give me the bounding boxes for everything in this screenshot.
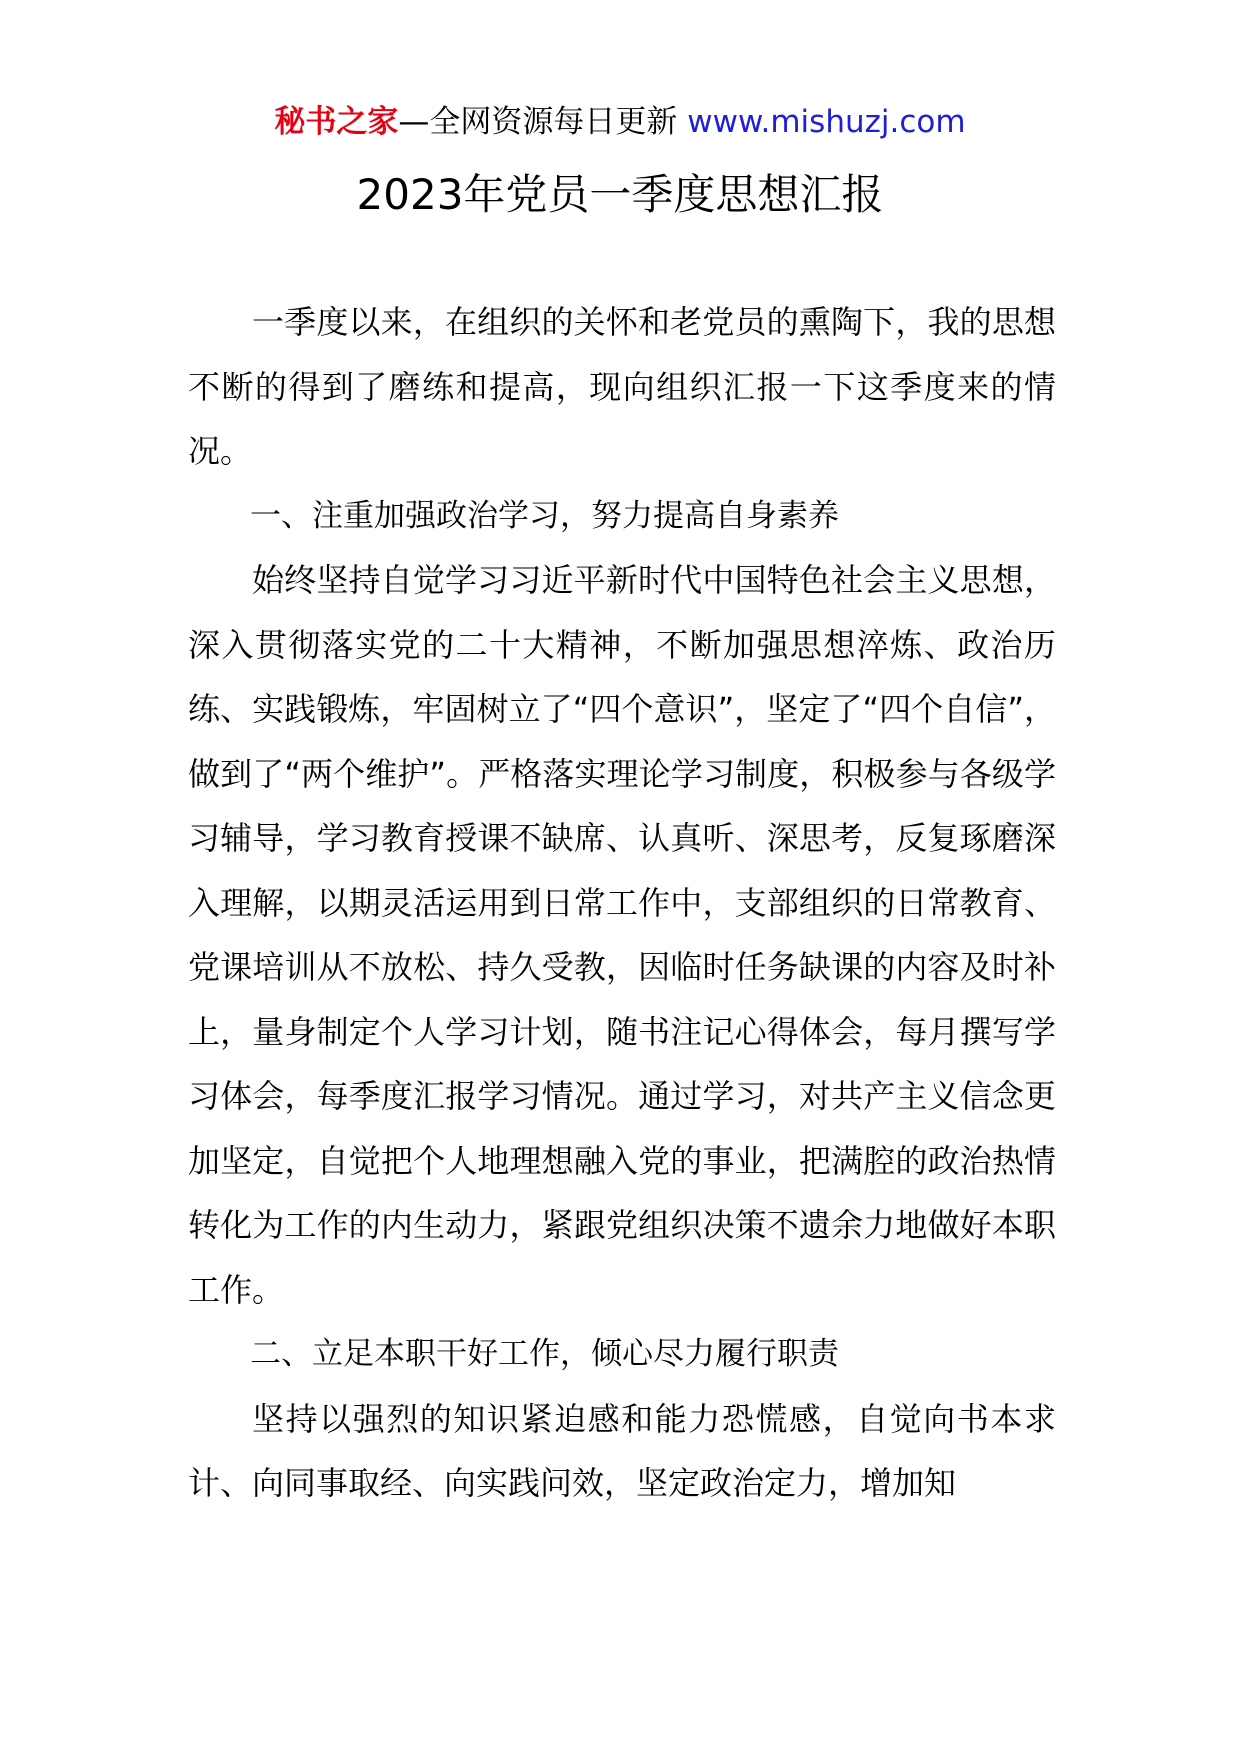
site-header (0, 100, 1240, 144)
section-heading-1: 一、注重加强政治学习，努力提高自身素养 (250, 497, 839, 534)
document-body (188, 290, 1056, 1516)
document-title: 2023年党员一季度思想汇报 (356, 170, 884, 219)
paragraph-section-2: 坚持以强烈的知识紧迫感和能力恐慌感，自觉向书本求计、向同事取经、向实践问效，坚定政治定力，增加知 (188, 1399, 1056, 1502)
paragraph-intro: 一季度以来，在组织的关怀和老党员的熏陶下，我的思想不断的得到了磨练和提高，现向组织汇报一下这季度来的情况。 (188, 303, 1056, 470)
paragraph-section-1: 始终坚持自觉学习习近平新时代中国特色社会主义思想，深入贯彻落实党的二十大精神，不断加强思想淬炼、政治历练、实践锻炼，牢固树立了“四个意识”，坚定了“四个自信”，做到了“两个维护”。严格落实理论学习制度，积极参与各级学习辅导，学习教育授课不缺席、认真听、深思考，反复琢磨深入理解，以期灵活运用到日常工作中，支部组织的日常教育、党课培训从不放松、持久受教，因临时任务缺课的内容及时补上，量身制定个人学习计划，随书注记心得体会，每月撰写学习体会，每季度汇报学习情况。通过学习，对共产主义信念更加坚定，自觉把个人地理想融入党的事业，把满腔的政治热情转化为工作的内生动力，紧跟党组织决策不遗余力地做好本职工作。 (188, 561, 1056, 1309)
site-url[interactable]: www.mishuzj.com (687, 104, 966, 140)
section-heading-2: 二、立足本职干好工作，倾心尽力履行职责 (250, 1336, 839, 1372)
header-tagline: —全网资源每日更新 (398, 104, 678, 140)
brand-name: 秘书之家 (274, 104, 399, 140)
